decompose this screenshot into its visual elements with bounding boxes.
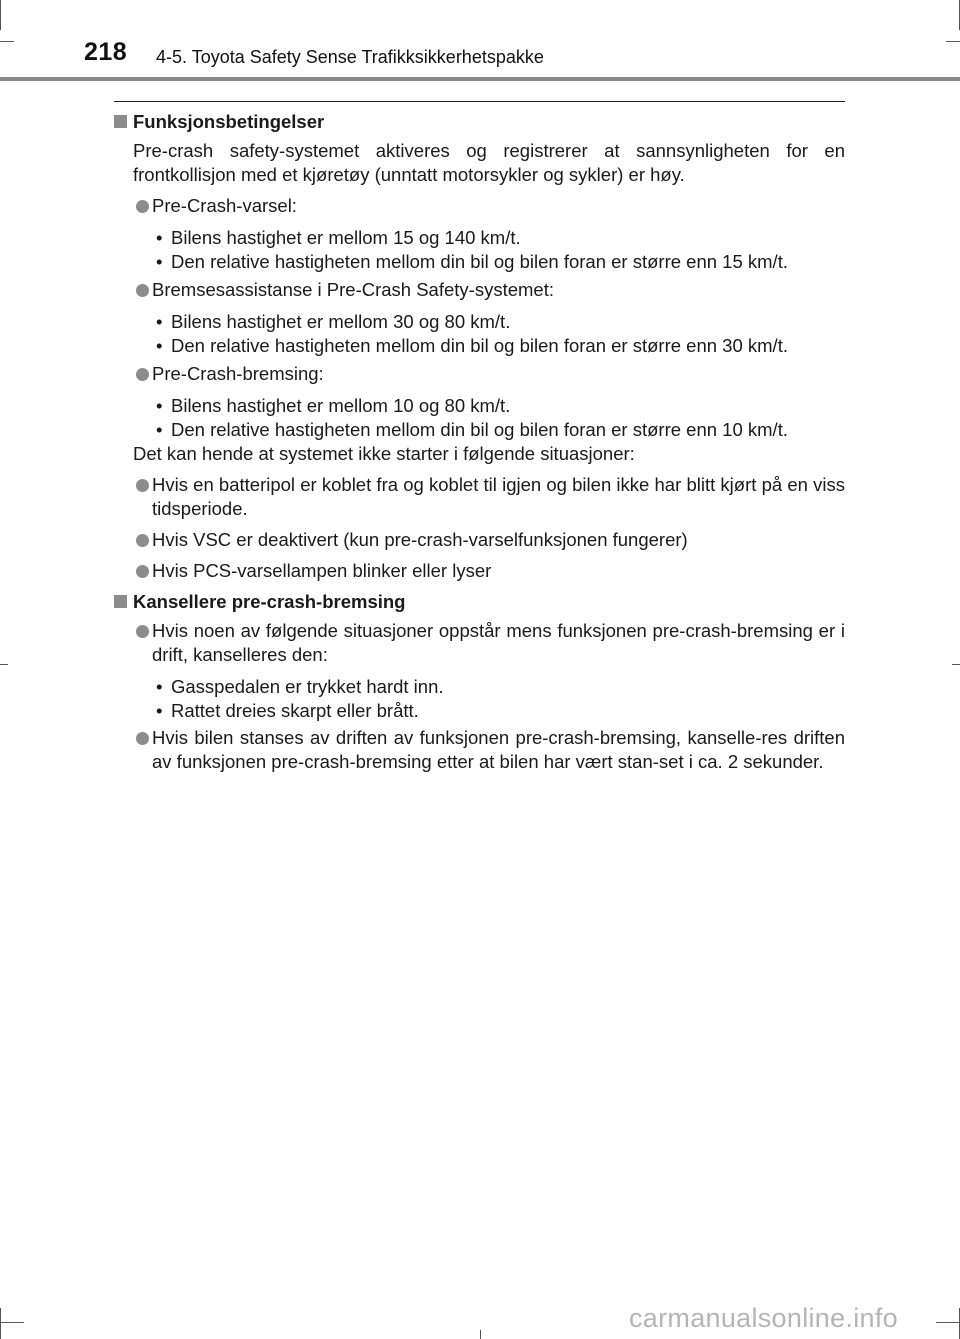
list-item-text: Hvis bilen stanses av driften av funksjonen pre-crash-bremsing, kanselle-res driften av funksjonen pre-crash-bremsing etter at bilen har vært stan-set i ca. 2 sekunder. [152, 727, 845, 772]
paragraph: Pre-crash safety-systemet aktiveres og registrerer at sannsynligheten for en frontkollisjon med et kjøretøy (unntatt motorsykler og sykler) er høy. [133, 140, 845, 185]
dot-bullet-icon: • [156, 395, 163, 416]
list-item [114, 559, 845, 583]
square-bullet-icon [114, 115, 127, 128]
circle-bullet-icon [136, 284, 149, 297]
sub-list-item-text: Den relative hastigheten mellom din bil og bilen foran er større enn 15 km/t. [171, 251, 788, 272]
dot-bullet-icon: • [156, 311, 163, 332]
dot-bullet-icon: • [156, 700, 163, 721]
dot-bullet-icon: • [156, 251, 163, 272]
list-item-text: Hvis VSC er deaktivert (kun pre-crash-varselfunksjonen fungerer) [152, 529, 688, 550]
sub-list-item [114, 226, 845, 250]
content-rule [114, 101, 845, 102]
list-item-text: Hvis noen av følgende situasjoner oppstår mens funksjonen pre-crash-bremsing er i drift, kanselleres den: [152, 620, 845, 665]
sub-list [114, 394, 845, 442]
sub-list [114, 226, 845, 274]
square-bullet-icon [114, 595, 127, 608]
section-heading [114, 110, 845, 134]
list-item-text: Hvis en batteripol er koblet fra og koblet til igjen og bilen ikke har blitt kjørt på en viss tidsperiode. [152, 474, 845, 519]
sub-list-item [114, 418, 845, 442]
list-item [114, 362, 845, 386]
circle-bullet-icon [136, 200, 149, 213]
header-rule [0, 77, 960, 81]
sub-list-item-text: Gasspedalen er trykket hardt inn. [171, 676, 444, 697]
sub-list-item [114, 699, 845, 723]
page-content [114, 110, 845, 774]
crop-mark [952, 664, 960, 665]
list-item [114, 619, 845, 667]
sub-list-item-text: Den relative hastigheten mellom din bil og bilen foran er større enn 10 km/t. [171, 419, 788, 440]
sub-list-item-text: Bilens hastighet er mellom 15 og 140 km/t. [171, 227, 521, 248]
crop-mark [946, 41, 960, 42]
dot-bullet-icon: • [156, 419, 163, 440]
sub-list-item [114, 394, 845, 418]
list-item-text: Pre-Crash-bremsing: [152, 363, 324, 384]
footer-watermark: carmanualsonline.info [629, 1303, 898, 1333]
sub-list-item-text: Bilens hastighet er mellom 30 og 80 km/t. [171, 311, 511, 332]
section-title: 4-5. Toyota Safety Sense Trafikksikkerhetspakke [156, 47, 544, 67]
crop-mark [480, 1330, 481, 1339]
sub-list [114, 675, 845, 723]
section-heading-text: Funksjonsbetingelser [133, 111, 325, 132]
circle-bullet-icon [136, 534, 149, 547]
crop-mark [0, 1308, 1, 1339]
list-item-text: Pre-Crash-varsel: [152, 195, 297, 216]
sub-list-item [114, 675, 845, 699]
list-item [114, 194, 845, 218]
crop-mark [936, 1322, 960, 1323]
list-item [114, 528, 845, 552]
page-number: 218 [84, 38, 128, 66]
circle-bullet-icon [136, 368, 149, 381]
list-item [114, 473, 845, 521]
dot-bullet-icon: • [156, 676, 163, 697]
crop-mark [0, 664, 8, 665]
circle-bullet-icon [136, 732, 149, 745]
list-item [114, 726, 845, 774]
sub-list-item-text: Rattet dreies skarpt eller brått. [171, 700, 419, 721]
crop-mark [0, 1322, 24, 1323]
crop-mark [0, 0, 1, 30]
section-heading-text: Kansellere pre-crash-bremsing [133, 591, 406, 612]
sub-list [114, 310, 845, 358]
dot-bullet-icon: • [156, 227, 163, 248]
circle-bullet-icon [136, 625, 149, 638]
sub-list-item-text: Den relative hastigheten mellom din bil og bilen foran er større enn 30 km/t. [171, 335, 788, 356]
crop-mark [0, 41, 14, 42]
sub-list-item [114, 250, 845, 274]
list-item-text: Hvis PCS-varsellampen blinker eller lyser [152, 560, 492, 581]
list-item [114, 278, 845, 302]
list-item-text: Bremsesassistanse i Pre-Crash Safety-systemet: [152, 279, 554, 300]
circle-bullet-icon [136, 565, 149, 578]
sub-list-item [114, 334, 845, 358]
sub-list-item-text: Bilens hastighet er mellom 10 og 80 km/t. [171, 395, 511, 416]
paragraph: Det kan hende at systemet ikke starter i følgende situasjoner: [133, 443, 635, 464]
section-heading [114, 590, 845, 614]
circle-bullet-icon [136, 479, 149, 492]
sub-list-item [114, 310, 845, 334]
dot-bullet-icon: • [156, 335, 163, 356]
